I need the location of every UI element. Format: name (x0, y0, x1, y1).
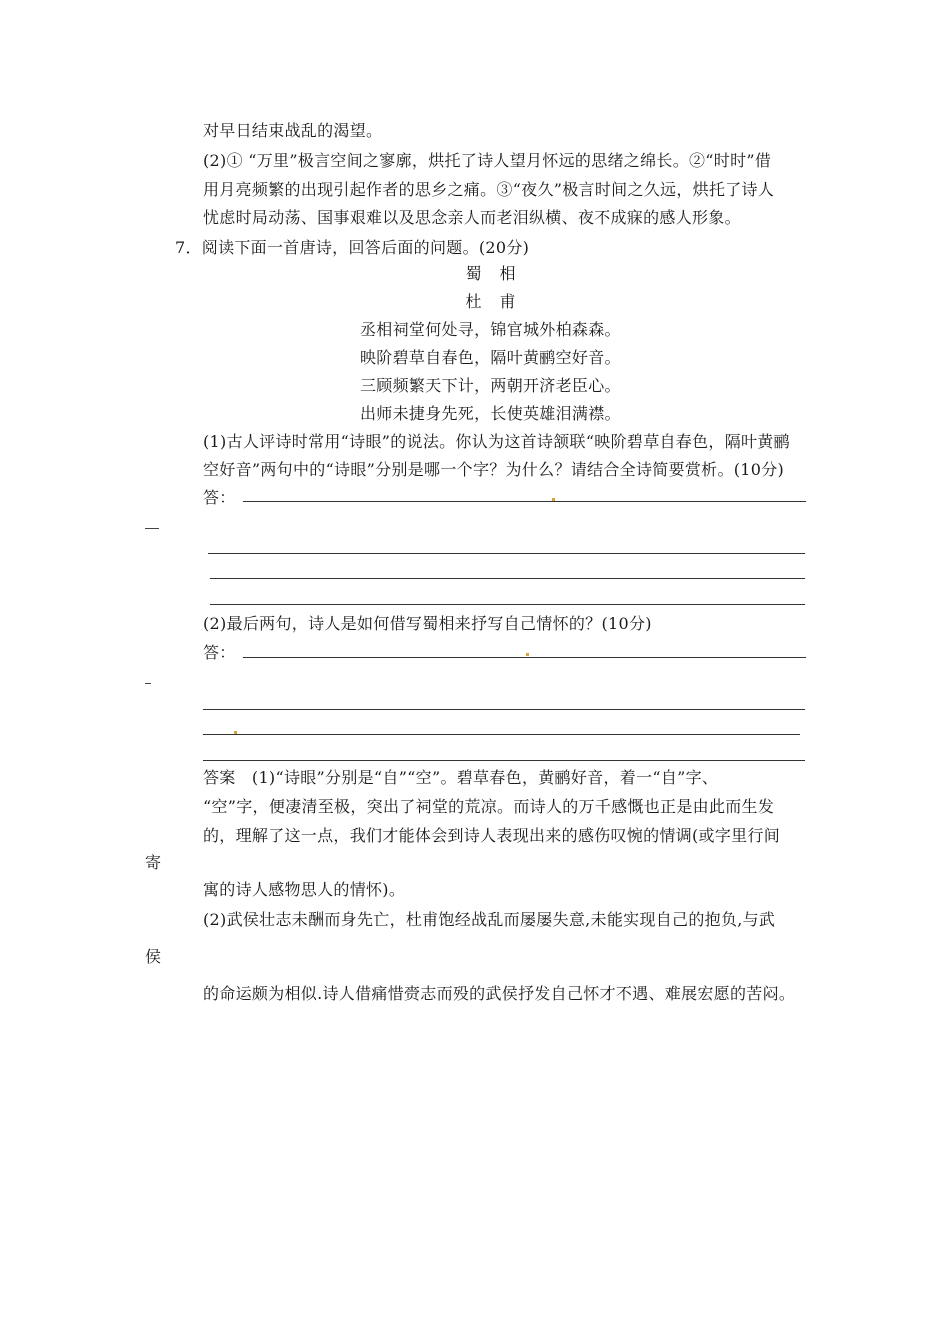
answer-line-6: 的命运颇为相似.诗人借痛惜赍志而殁的武侯抒发自己怀才不遇、难展宏愿的苦闷。 (203, 984, 796, 1003)
margin-dash (145, 683, 151, 684)
poem-title: 蜀 相 (465, 264, 517, 283)
question-7-heading: 7．阅读下面一首唐诗，回答后面的问题。(20分) (175, 238, 530, 257)
prev-answer-line-2: (2)① “万里”极言空间之寥廓，烘托了诗人望月怀远的思绪之绵长。②“时时”借 (203, 151, 772, 170)
margin-char-2: 侯 (145, 947, 162, 966)
answer-line-3: 的，理解了这一点，我们才能体会到诗人表现出来的感伤叹惋的情调(或字里行间 (203, 826, 781, 845)
answer-line[interactable] (210, 578, 805, 579)
question-1-line-2: 空好音”两句中的“诗眼”分别是哪一个字？为什么？请结合全诗简要赏析。(10分) (203, 460, 785, 479)
poem-line-3: 三顾频繁天下计，两朝开济老臣心。 (360, 376, 621, 395)
prev-answer-line-1: 对早日结束战乱的渴望。 (203, 121, 383, 140)
answer-line[interactable] (243, 657, 806, 658)
marker-dot (526, 653, 529, 656)
marker-dot (234, 731, 237, 734)
prev-answer-line-4: 忧虑时局动荡、国事艰难以及思念亲人而老泪纵横、夜不成寐的感人形象。 (203, 208, 741, 227)
poem-author: 杜 甫 (465, 292, 517, 311)
answer-line[interactable] (243, 501, 806, 502)
question-2-line-1: (2)最后两句，诗人是如何借写蜀相来抒写自己情怀的？(10分) (203, 614, 652, 633)
answer-line-2: “空”字，便凄清至极，突出了祠堂的荒凉。而诗人的万千感慨也正是由此而生发 (203, 797, 775, 816)
answer-label-2: 答： (203, 643, 236, 662)
answer-line[interactable] (208, 553, 805, 554)
answer-line-4: 寓的诗人感物思人的情怀)。 (203, 880, 406, 899)
margin-dash (145, 528, 159, 529)
prev-answer-line-3: 用月亮频繁的出现引起作者的思乡之痛。③“夜久”极言时间之久远，烘托了诗人 (203, 180, 775, 199)
poem-line-1: 丞相祠堂何处寻，锦官城外柏森森。 (360, 320, 621, 339)
answer-line[interactable] (210, 604, 805, 605)
margin-char-1: 寄 (145, 853, 162, 872)
question-1-line-1: (1)古人评诗时常用“诗眼”的说法。你认为这首诗颔联“映阶碧草自春色，隔叶黄鹂 (203, 432, 790, 451)
answer-line[interactable] (203, 709, 805, 710)
poem-line-2: 映阶碧草自春色，隔叶黄鹂空好音。 (360, 348, 621, 367)
answer-line[interactable] (203, 734, 800, 735)
answer-label-1: 答： (203, 488, 236, 507)
answer-line[interactable] (203, 760, 805, 761)
poem-line-4: 出师未捷身先死，长使英雄泪满襟。 (360, 404, 621, 423)
answer-line-1: 答案 (1)“诗眼”分别是“自”“空”。碧草春色，黄鹂好音，着一“自”字、 (203, 768, 719, 787)
answer-line-5: (2)武侯壮志未酬而身先亡，杜甫饱经战乱而屡屡失意,未能实现自己的抱负,与武 (203, 910, 776, 929)
marker-dot (552, 498, 555, 501)
